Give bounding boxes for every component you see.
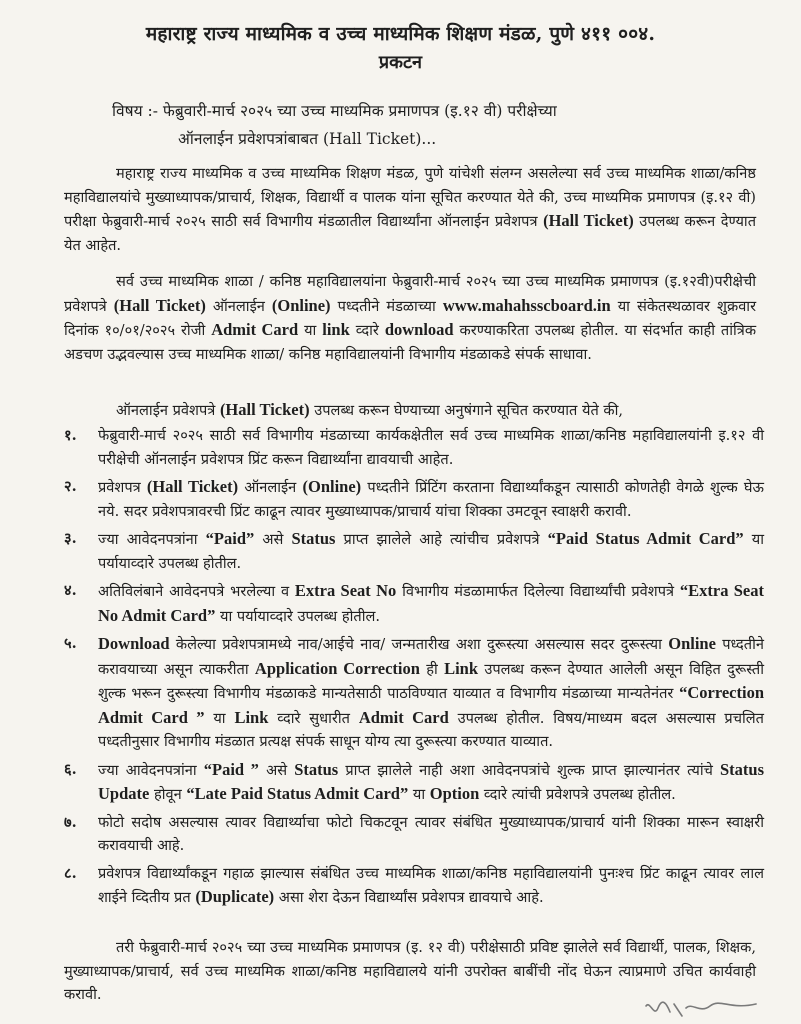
online-word: ऑनलाईन bbox=[212, 297, 265, 315]
instruction-fragment: असे bbox=[254, 531, 292, 548]
instruction-text bbox=[98, 424, 764, 471]
availability-text-end: करण्याकरिता उपलब्ध होतील. या संदर्भात काही तांत्रिक अडचण उद्भवल्यास उच्च माध्यमिक शाळा/ कनिष्ठ महाविद्यालयांनी विभागीय मंडळाकडे संपर्क साधावा. bbox=[64, 322, 757, 363]
instruction-fragment: असे bbox=[258, 761, 295, 779]
instruction-fragment: प्राप्त झालेले नाही अशा आवेदनपत्रांचे शुल्क प्राप्त झाल्यानंतर त्यांचे bbox=[338, 761, 720, 779]
instruction-term: “Paid Status Admit Card” bbox=[547, 529, 744, 548]
instruction-fragment: उपलब्ध होतील. विषय/माध्यम बदल असल्यास प्रचलित पध्दतीनुसार विभागीय मंडळात प्रत्यक्ष संपर्क साधून योग्य त्या दुरूस्त्या करण्यात याव्यात. bbox=[98, 709, 764, 750]
hall-ticket-term: (Hall Ticket) bbox=[219, 400, 310, 419]
availability-text: सर्व उच्च माध्यमिक शाळा / कनिष्ठ महाविद्यालयांना फेब्रुवारी-मार्च २०२५ च्या उच्च माध्यमिक प्रमाणपत्र (इ.१२वी)परीक्षेची प्रवेशपत्रे bbox=[64, 273, 756, 315]
instruction-fragment: पध्दतीने प्रिंटिंग करताना विद्यार्थ्यांकडून त्यासाठी कोणतेही वेगळे शुल्क घेऊ नये. सदर प्रवेशपत्रावरची प्रिंट काढून त्यावर मुख्याध्यापक/प्राचार्य यांचा शिक्का उमटवून स्वाक्षरी करावी. bbox=[98, 479, 765, 520]
hall-ticket-term: (Hall Ticket) bbox=[113, 295, 206, 315]
availability-paragraph bbox=[64, 270, 756, 366]
instruction-term: Status Update bbox=[98, 759, 765, 803]
instruction-item bbox=[64, 811, 764, 858]
instruction-term: Extra Seat No bbox=[294, 581, 397, 600]
availability-text-2: पध्दतीने मंडळाच्या bbox=[337, 297, 436, 315]
instructions-intro bbox=[64, 398, 756, 423]
instruction-number: ५. bbox=[64, 635, 77, 652]
instruction-fragment: प्राप्त झालेले आहे त्यांचीच प्रवेशपत्रे bbox=[335, 531, 548, 548]
intro-text-end: उपलब्ध करून देण्यात येत आहेत. bbox=[64, 213, 757, 254]
instruction-term: Link bbox=[234, 707, 269, 727]
closing-paragraph: तरी फेब्रुवारी-मार्च २०२५ च्या उच्च माध्यमिक प्रमाणपत्र (इ. १२ वी) परीक्षेसाठी प्रविष्ट झालेले सर्व विद्यार्थी, पालक, शिक्षक, मुख्याध्यापक/प्राचार्य, सर्व उच्च माध्यमिक शाळा/कनिष्ठ महाविद्यालये यांनी उपरोक्त बाबींची नोंद घेऊन त्याप्रमाणे उचित कार्यवाही करावी. bbox=[64, 939, 756, 1003]
instruction-number: ६. bbox=[64, 760, 77, 778]
date-text: या संकेतस्थळावर शुक्रवार दिनांक १०/०१/२०२५ रोजी bbox=[64, 297, 757, 339]
instruction-term: (Hall Ticket) bbox=[146, 477, 239, 496]
subject-block bbox=[112, 97, 752, 153]
connector-word: या bbox=[304, 322, 317, 339]
instruction-item bbox=[64, 475, 764, 523]
instruction-item bbox=[64, 424, 764, 471]
intro-paragraph bbox=[64, 162, 756, 257]
instruction-term: Application Correction bbox=[254, 658, 420, 678]
instruction-term: (Online) bbox=[302, 477, 362, 496]
instruction-fragment: केलेल्या प्रवेशपत्रामध्ये नाव/आईचे नाव/ जन्मतारीख अशा दुरूस्त्या असल्यास सदर दुरूस्त्या bbox=[169, 636, 669, 653]
instruction-fragment: अतिविलंबाने आवेदनपत्रे भरलेल्या व bbox=[98, 583, 295, 600]
instruction-term: “Paid ” bbox=[203, 759, 259, 779]
instruction-item bbox=[64, 527, 764, 575]
instruction-number: २. bbox=[64, 478, 77, 495]
instruction-fragment: प्रवेशपत्र विद्यार्थ्यांकडून गहाळ झाल्यास संबंधित उच्च माध्यमिक शाळा/कनिष्ठ महाविद्यालयांनी पुनःश्च प्रिंट काढून त्यावर लाल शाईने व्दितीय प्रत bbox=[98, 864, 764, 906]
instructions-intro-text: ऑनलाईन प्रवेशपत्रे bbox=[116, 402, 216, 419]
instruction-fragment: या bbox=[204, 709, 235, 727]
instruction-term: Status bbox=[294, 759, 339, 779]
instruction-fragment: ज्या आवेदनपत्रांना bbox=[98, 761, 204, 779]
instruction-number: १. bbox=[64, 427, 77, 444]
instruction-text bbox=[98, 811, 764, 858]
instruction-text bbox=[98, 579, 764, 628]
website-link[interactable]: www.mahahsscboard.in bbox=[442, 295, 611, 315]
instruction-fragment: ही bbox=[419, 660, 445, 678]
link-term: link bbox=[322, 320, 350, 339]
instruction-term: “Late Paid Status Admit Card” bbox=[186, 784, 409, 803]
instruction-fragment: होवून bbox=[149, 786, 187, 803]
instruction-number: ८. bbox=[64, 864, 77, 882]
instruction-fragment: पध्दतीने करावयाच्या असून त्याकरीता bbox=[98, 636, 764, 678]
instruction-fragment: उपलब्ध करून देण्यात आलेली असून विहित दुरूस्ती शुल्क भरून दुरूस्त्या विभागीय मंडळाकडे मान्यतेसाठी पाठविण्यात याव्यात व विभागीय मंडळाच्या मान्यतेनंतर bbox=[98, 660, 765, 702]
instruction-term: “Extra Seat No Admit Card” bbox=[98, 581, 764, 625]
instruction-term: Admit Card bbox=[358, 707, 449, 727]
instructions-intro-end: उपलब्ध करून घेण्याच्या अनुषंगाने सूचित करण्यात येते की, bbox=[314, 402, 624, 419]
hall-ticket-term: (Hall Ticket) bbox=[543, 211, 634, 230]
instruction-item bbox=[64, 758, 764, 807]
instruction-item bbox=[64, 632, 764, 754]
subject-line-1: विषय :- फेब्रुवारी-मार्च २०२५ च्या उच्च माध्यमिक प्रमाणपत्र (इ.१२ वी) परीक्षेच्या bbox=[112, 102, 557, 120]
instruction-fragment: फोटो सदोष असल्यास त्यावर विद्यार्थ्याचा फोटो चिकटवून त्यावर संबंधित मुख्याध्यापक/प्राचार्य यांनी शिक्का मारून स्वाक्षरी करावयाची आहे. bbox=[98, 813, 764, 854]
instruction-fragment: या पर्यायाव्दारे उपलब्ध होतील. bbox=[98, 531, 764, 572]
instruction-term: (Duplicate) bbox=[195, 887, 275, 906]
instruction-term: Download bbox=[98, 634, 170, 653]
instruction-text bbox=[98, 475, 764, 523]
instruction-text bbox=[98, 632, 764, 754]
instruction-fragment: व्दारे त्यांची प्रवेशपत्रे उपलब्ध होतील. bbox=[479, 786, 676, 803]
instruction-list bbox=[64, 424, 764, 914]
document-title: महाराष्ट्र राज्य माध्यमिक व उच्च माध्यमिक शिक्षण मंडळ, पुणे ४११ ००४. bbox=[145, 23, 656, 45]
instruction-fragment: प्रवेशपत्र bbox=[98, 479, 147, 496]
instruction-number: ४. bbox=[64, 582, 77, 599]
instruction-fragment: व्दारे सुधारीत bbox=[268, 709, 359, 727]
instruction-term: Online bbox=[668, 634, 716, 653]
handwritten-signature bbox=[640, 998, 760, 1024]
instruction-term: Link bbox=[444, 658, 479, 678]
subject-line-2: ऑनलाईन प्रवेशपत्रांबाबत (Hall Ticket)... bbox=[178, 130, 437, 148]
instruction-fragment: फेब्रुवारी-मार्च २०२५ साठी सर्व विभागीय मंडळाच्या कार्यकक्षेतील सर्व उच्च माध्यमिक शाळा/कनिष्ठ महाविद्यालयांनी इ.१२ वी परीक्षेची ऑनलाईन प्रवेशपत्र प्रिंट करून विद्यार्थ्यांना द्यावयाची आहेत. bbox=[98, 427, 764, 468]
instruction-text bbox=[98, 758, 764, 807]
instruction-fragment: असा शेरा देऊन विद्यार्थ्यांस प्रवेशपत्र द्यावयाचे आहे. bbox=[274, 889, 544, 906]
instruction-text bbox=[98, 862, 764, 910]
instruction-item bbox=[64, 862, 764, 910]
instruction-text bbox=[98, 527, 764, 575]
online-term: (Online) bbox=[271, 295, 331, 315]
instruction-term: “Correction Admit Card ” bbox=[98, 683, 764, 727]
download-term: download bbox=[384, 320, 454, 339]
instruction-term: Status bbox=[291, 529, 336, 548]
instruction-term: Option bbox=[429, 784, 480, 803]
instruction-fragment: ज्या आवेदनपत्रांना bbox=[98, 531, 206, 548]
admit-card-term: Admit Card bbox=[211, 320, 299, 339]
instruction-number: ३. bbox=[64, 530, 77, 547]
connector-word-2: व्दारे bbox=[355, 322, 379, 339]
intro-text: महाराष्ट्र राज्य माध्यमिक व उच्च माध्यमिक शिक्षण मंडळ, पुणे यांचेशी संलग्न असलेल्या सर्व उच्च माध्यमिक शाळा/कनिष्ठ महाविद्यालयांचे मुख्याध्यापक/प्राचार्य, शिक्षक, विद्यार्थी व पालक यांना सूचित करण्यात येते की, उच्च माध्यमिक प्रमाणपत्र (इ.१२ वी) परीक्षा फेब्रुवारी-मार्च २०२५ साठी सर्व विभागीय मंडळातील विद्यार्थ्यांना ऑनलाईन प्रवेशपत्र bbox=[64, 165, 756, 230]
instruction-term: “Paid” bbox=[205, 529, 255, 548]
instruction-number: ७. bbox=[64, 813, 77, 831]
instruction-fragment: ऑनलाईन bbox=[238, 479, 303, 496]
instruction-fragment: विभागीय मंडळामार्फत दिलेल्या विद्यार्थ्यांची प्रवेशपत्रे bbox=[396, 583, 680, 600]
document-subtitle: प्रकटन bbox=[378, 52, 423, 73]
instruction-fragment: या bbox=[408, 786, 430, 803]
instruction-fragment: या पर्यायाव्दारे उपलब्ध होतील. bbox=[215, 607, 381, 625]
instruction-item bbox=[64, 579, 764, 628]
